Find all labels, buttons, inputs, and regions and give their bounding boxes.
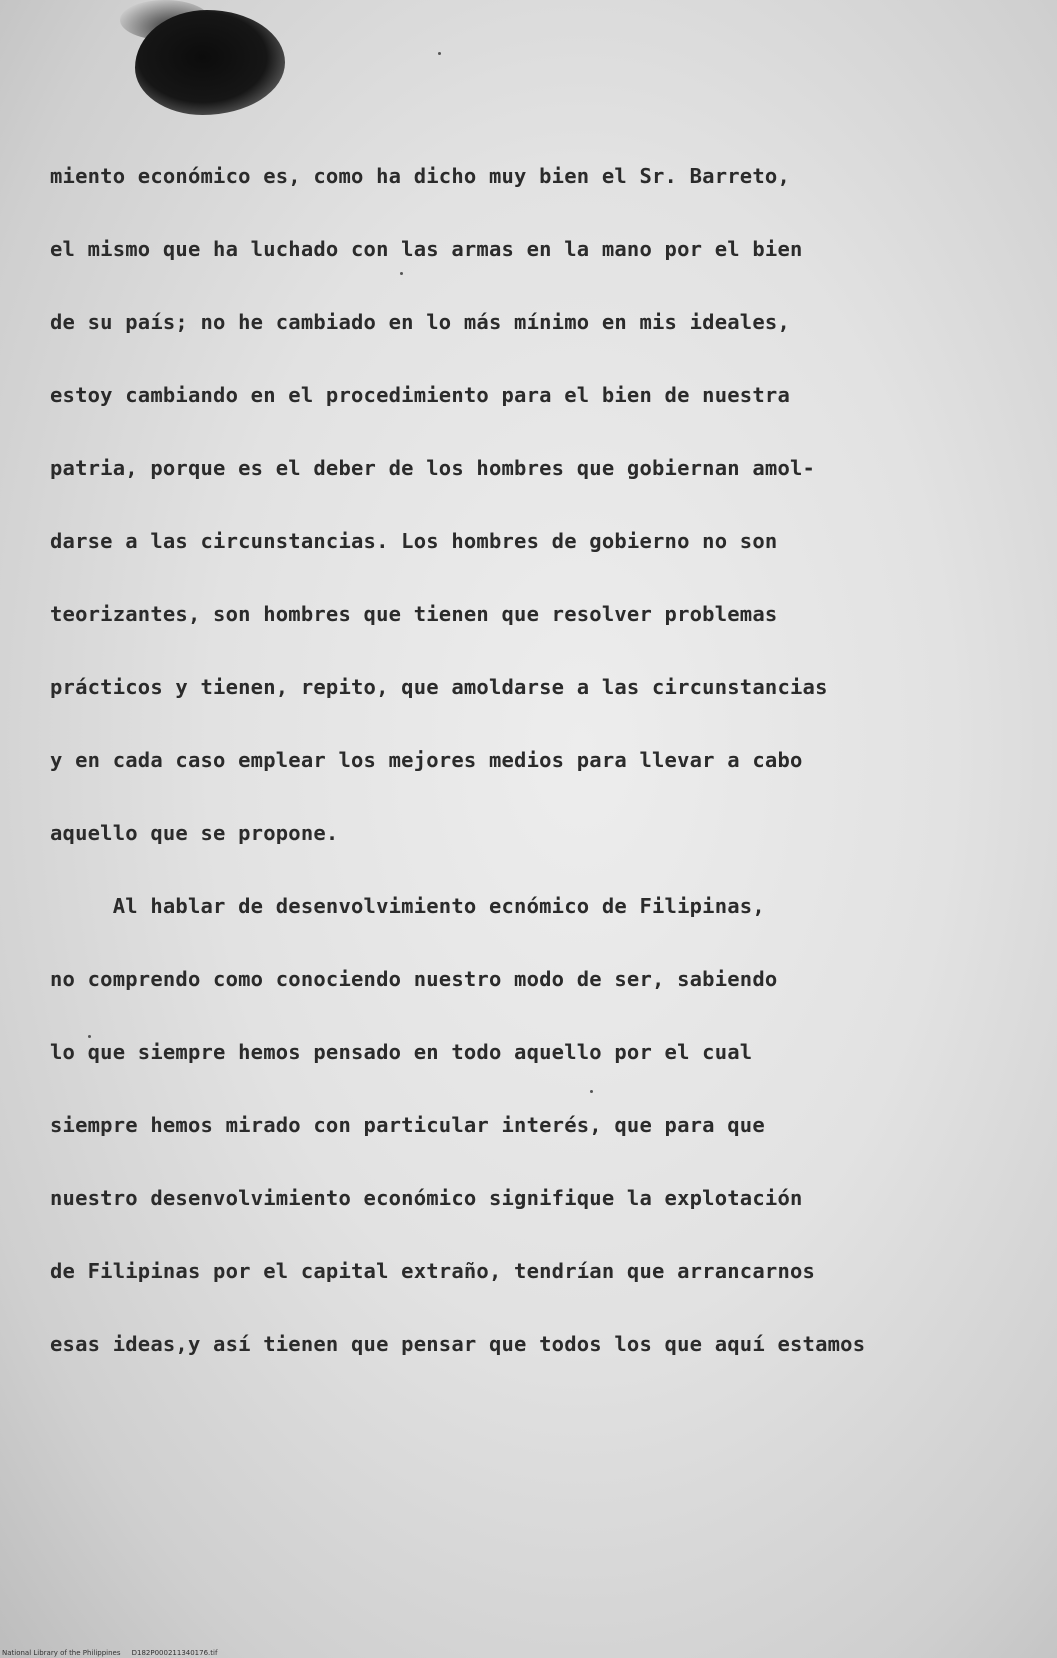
text-line: aquello que se propone. [50,821,339,845]
text-line: de su país; no he cambiado en lo más mínimo en mis ideales, [50,310,790,334]
text-line: y en cada caso emplear los mejores medios para llevar a cabo [50,748,803,772]
dust-speck [438,52,441,55]
typewritten-text [50,140,1040,1381]
text-line: estoy cambiando en el procedimiento para el bien de nuestra [50,383,790,407]
text-line: darse a las circunstancias. Los hombres de gobierno no son [50,529,778,553]
ink-blot [135,10,285,115]
text-line: lo que siempre hemos pensado en todo aquello por el cual [50,1040,753,1064]
text-line: miento económico es, como ha dicho muy bien el Sr. Barreto, [50,164,790,188]
text-line: nuestro desenvolvimiento económico signifique la explotación [50,1186,803,1210]
text-line: prácticos y tienen, repito, que amoldarse a las circunstancias [50,675,828,699]
text-line: esas ideas,y así tienen que pensar que todos los que aquí estamos [50,1332,866,1356]
text-line: patria, porque es el deber de los hombres que gobiernan amol- [50,456,816,480]
text-line: de Filipinas por el capital extraño, tendrían que arrancarnos [50,1259,816,1283]
text-line: el mismo que ha luchado con las armas en la mano por el bien [50,237,803,261]
archive-footer: National Library of the Philippines D182P000211340176.tif [2,1649,218,1657]
text-line: siempre hemos mirado con particular interés, que para que [50,1113,765,1137]
text-line: teorizantes, son hombres que tienen que resolver problemas [50,602,778,626]
text-line: no comprendo como conociendo nuestro modo de ser, sabiendo [50,967,778,991]
text-line: Al hablar de desenvolvimiento ecnómico de Filipinas, [50,894,765,918]
